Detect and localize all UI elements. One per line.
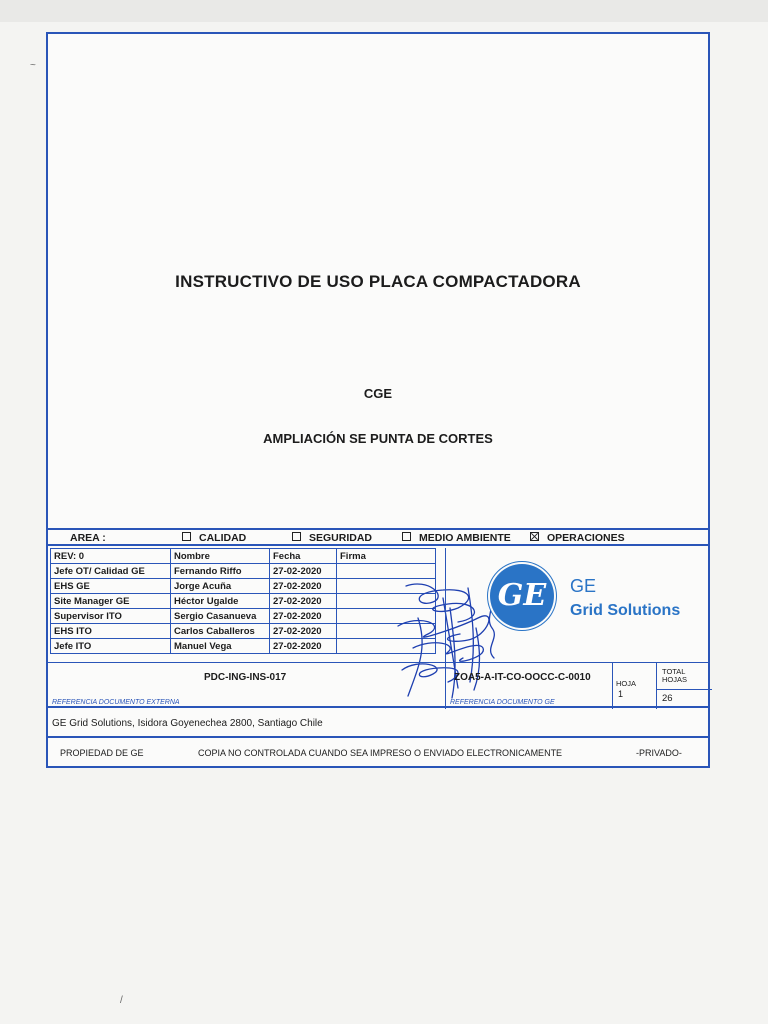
ge-reference-label: REFERENCIA DOCUMENTO GE (450, 699, 555, 706)
project-name: AMPLIACIÓN SE PUNTA DE CORTES (263, 431, 493, 446)
area-option-medio-ambiente[interactable]: MEDIO AMBIENTE (402, 532, 511, 544)
table-header-row (51, 549, 436, 564)
document-title: INSTRUCTIVO DE USO PLACA COMPACTADORA (175, 272, 581, 291)
external-reference-code: PDC-ING-INS-017 (204, 672, 287, 683)
name-cell: Manuel Vega (171, 639, 270, 654)
name-cell: Sergio Casanueva (171, 609, 270, 624)
footer-center: COPIA NO CONTROLADA CUANDO SEA IMPRESO O ENVIADO ELECTRONICAMENTE (198, 748, 563, 758)
date-cell: 27-02-2020 (270, 624, 337, 639)
date-cell: 27-02-2020 (270, 564, 337, 579)
role-cell: Jefe ITO (51, 639, 171, 654)
scan-speck: ~ (30, 60, 36, 71)
address-row (48, 710, 708, 738)
name-cell: Héctor Ugalde (171, 594, 270, 609)
checkbox-icon (292, 532, 301, 541)
table-row (51, 594, 436, 609)
client-name: CGE (363, 386, 393, 401)
date-cell: 27-02-2020 (270, 609, 337, 624)
ge-logo-area (445, 548, 711, 662)
role-cell: EHS GE (51, 579, 171, 594)
date-cell: 27-02-2020 (270, 594, 337, 609)
role-cell: EHS ITO (51, 624, 171, 639)
total-label-2: HOJAS (662, 675, 688, 684)
sheet-number: 1 (618, 689, 624, 699)
table-row (51, 639, 436, 654)
checkbox-icon (402, 532, 411, 541)
name-cell: Fernando Riffo (171, 564, 270, 579)
checked-checkbox-icon (530, 532, 539, 541)
date-cell: 27-02-2020 (270, 579, 337, 594)
area-option-operaciones[interactable]: OPERACIONES (530, 532, 625, 544)
divider (445, 663, 446, 709)
sheet-label: HOJA (616, 679, 637, 688)
document-sheet (46, 32, 710, 768)
area-option-calidad[interactable]: CALIDAD (182, 532, 246, 544)
table-row (51, 624, 436, 639)
logo-company: GE (570, 576, 597, 596)
ge-monogram-icon: GE (490, 564, 554, 628)
table-row (51, 564, 436, 579)
external-reference-label: REFERENCIA DOCUMENTO EXTERNA (52, 699, 180, 706)
signature-cell (337, 564, 436, 579)
role-cell: Jefe OT/ Calidad GE (51, 564, 171, 579)
divider (656, 689, 712, 690)
footer-right: -PRIVADO- (636, 748, 682, 758)
company-address: GE Grid Solutions, Isidora Goyenechea 2800, Santiago Chile (52, 718, 323, 729)
area-option-seguridad[interactable]: SEGURIDAD (292, 532, 372, 544)
reference-row (48, 662, 708, 708)
signature-header: Firma (337, 549, 436, 564)
ge-reference-code: ZOA5-A-IT-CO-OOCC-C-0010 (454, 672, 591, 683)
total-label-1: TOTAL (662, 667, 686, 676)
footer-left: PROPIEDAD DE GE (60, 748, 144, 758)
divider (612, 663, 613, 709)
scan-edge (0, 0, 768, 22)
divider (656, 663, 657, 709)
checkbox-icon (182, 532, 191, 541)
logo-division: Grid Solutions (570, 602, 681, 619)
date-cell: 27-02-2020 (270, 639, 337, 654)
role-cell: Site Manager GE (51, 594, 171, 609)
name-header: Nombre (171, 549, 270, 564)
date-header: Fecha (270, 549, 337, 564)
table-row (51, 609, 436, 624)
name-cell: Carlos Caballeros (171, 624, 270, 639)
role-cell: Supervisor ITO (51, 609, 171, 624)
area-row (48, 528, 708, 546)
scan-speck: / (120, 995, 123, 1006)
area-label: AREA : (70, 532, 106, 544)
name-cell: Jorge Acuña (171, 579, 270, 594)
footer-row (48, 740, 708, 766)
rev-header: REV: 0 (51, 549, 171, 564)
total-sheets: 26 (662, 693, 673, 704)
approval-table (50, 548, 436, 654)
table-row (51, 579, 436, 594)
